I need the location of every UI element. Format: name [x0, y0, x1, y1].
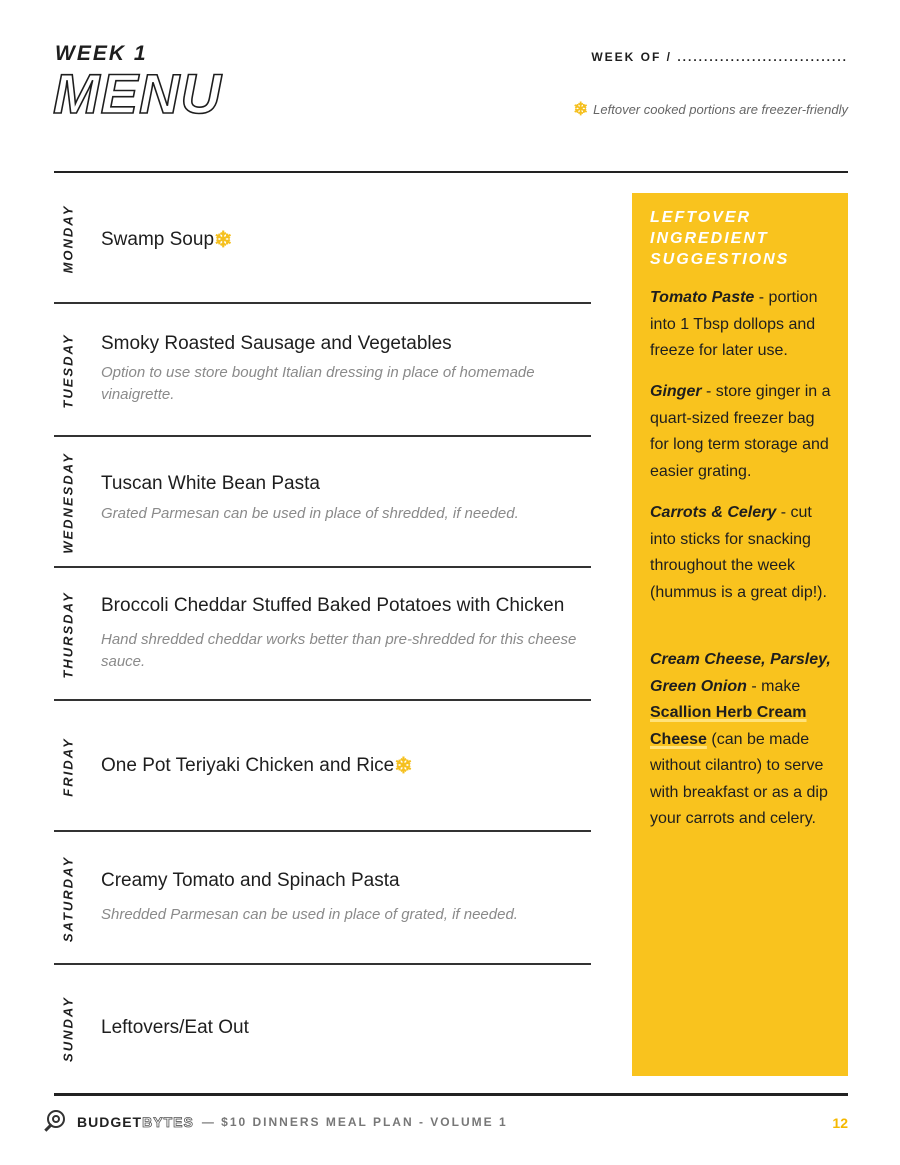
- snowflake-icon: ❄: [394, 753, 413, 778]
- dish-name: Leftovers/Eat Out: [101, 1017, 249, 1038]
- brand-name-part1: BUDGET: [77, 1114, 143, 1130]
- dish-note: Shredded Parmesan can be used in place of grated, if needed.: [101, 906, 518, 923]
- budget-bytes-logo-icon: [45, 1110, 69, 1134]
- day-label: WEDNESDAY: [60, 451, 76, 554]
- page-number: 12: [832, 1115, 848, 1131]
- footer-subtitle: — $10 DINNERS MEAL PLAN - VOLUME 1: [201, 1115, 508, 1129]
- tip-carrots-celery: Carrots & Celery - cut into sticks for snacking throughout the week (hummus is a great dip!).: [650, 504, 827, 601]
- day-label: SUNDAY: [60, 996, 76, 1062]
- day-row-sunday: [54, 965, 591, 1093]
- day-label: TUESDAY: [60, 332, 76, 409]
- tip-tomato-paste: Tomato Paste - portion into 1 Tbsp dollops and freeze for later use.: [650, 289, 818, 359]
- dish-name: Smoky Roasted Sausage and Vegetables: [101, 333, 452, 354]
- day-label: FRIDAY: [60, 736, 76, 797]
- dish-name: Broccoli Cheddar Stuffed Baked Potatoes with Chicken: [101, 595, 565, 616]
- footer: [45, 1110, 508, 1134]
- dish-note: Option to use store bought Italian dressing in place of homemade vinaigrette.: [101, 364, 535, 403]
- page-title: MENU: [53, 62, 222, 125]
- leftover-suggestions-panel: [632, 193, 848, 1076]
- freezer-note: [573, 99, 848, 120]
- day-row-saturday: [54, 832, 591, 965]
- dish-name: Tuscan White Bean Pasta: [101, 473, 320, 494]
- freezer-note-text: Leftover cooked portions are freezer-friendly: [593, 102, 848, 117]
- week-of-field: WEEK OF / ................................: [591, 50, 848, 64]
- dish-note: Hand shredded cheddar works better than pre-shredded for this cheese sauce.: [101, 631, 577, 670]
- panel-title: LEFTOVER INGREDIENT SUGGESTIONS: [650, 209, 790, 268]
- day-label: THURSDAY: [60, 590, 76, 679]
- week-label: WEEK 1: [55, 42, 148, 65]
- day-row-tuesday: [54, 304, 591, 437]
- tip-ginger: Ginger - store ginger in a quart-sized freezer bag for long term storage and easier grating.: [650, 383, 831, 480]
- dish-name: Creamy Tomato and Spinach Pasta: [101, 870, 400, 891]
- tip-cream-cheese: Cream Cheese, Parsley, Green Onion - make Scallion Herb Cream Cheese (can be made without cilantro) to serve with breakfast or as a dip your carrots and celery.: [650, 651, 831, 827]
- dish-name: Swamp Soup❄: [101, 227, 233, 252]
- day-row-friday: [54, 701, 591, 832]
- day-label: MONDAY: [60, 204, 76, 273]
- dish-name: One Pot Teriyaki Chicken and Rice❄: [101, 753, 413, 778]
- brand-name-part2: BYTES: [142, 1114, 194, 1130]
- day-row-wednesday: [54, 437, 591, 568]
- day-label: SATURDAY: [60, 855, 76, 942]
- snowflake-icon: ❄: [214, 227, 233, 252]
- bottom-divider: [54, 1093, 848, 1096]
- day-row-thursday: [54, 568, 591, 701]
- day-row-monday: [54, 173, 591, 304]
- snowflake-icon: ❄: [573, 99, 589, 119]
- scallion-herb-cream-cheese-link[interactable]: Scallion Herb Cream Cheese: [650, 704, 807, 748]
- dish-note: Grated Parmesan can be used in place of shredded, if needed.: [101, 505, 519, 522]
